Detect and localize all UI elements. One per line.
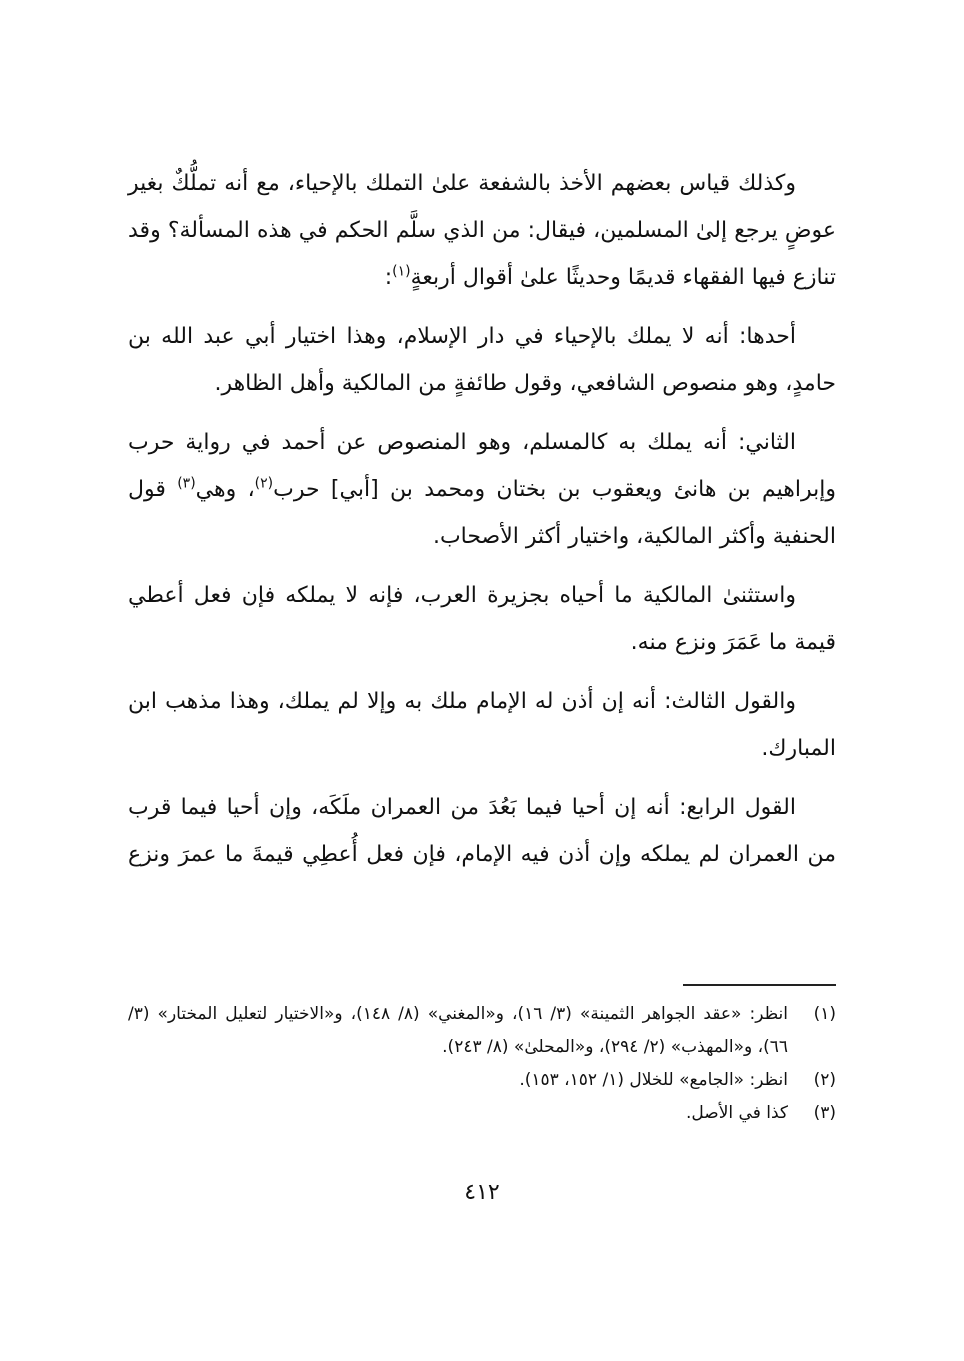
footnote-ref-2: (٢) [254,475,274,492]
footnote-separator [683,984,836,986]
paragraph-1-text: وكذلك قياس بعضهم الأخذ بالشفعة علىٰ التملك بالإحياء، مع أنه تملُّكٌ بغير عوضٍ يرجع إلىٰ المسلمين، فيقال: من الذي سلَّم الحكم في هذه المسألة؟ وقد تنازع فيها الفقهاء قديمًا وحديثًا علىٰ أقوال أربعةٍ [128,171,836,290]
footnote-3 [128,1097,836,1130]
paragraph-1-colon: : [384,265,393,290]
footnote-2 [128,1064,836,1097]
paragraph-1 [128,160,836,301]
footnote-number: (٢) [813,1070,836,1090]
paragraph-5 [128,678,836,772]
paragraph-4-text: واستثنىٰ المالكية ما أحياه بجزيرة العرب، فإنه لا يملكه فإن فعل أعطي قيمة ما عَمَرَ ونزع منه. [128,583,836,655]
main-text [128,160,836,890]
paragraph-5-text: والقول الثالث: أنه إن أذن له الإمام ملك به وإلا لم يملك، وهذا مذهب ابن المبارك. [128,689,836,761]
footnote-ref-3: (٣) [177,475,196,492]
paragraph-3-text-b: ، وهي [195,477,255,502]
paragraph-3-text-a: الثاني: أنه يملك به كالمسلم، وهو المنصوص عن أحمد في رواية حرب وإبراهيم بن هانئ ويعقوب بن بختان ومحمد بن [أبي] حرب [128,430,836,502]
footnote-text: كذا في الأصل. [686,1103,788,1123]
page-number: ٤١٢ [464,1180,500,1205]
footnote-ref-1: (١) [392,263,411,280]
footnotes [128,998,836,1130]
paragraph-2-text: أحدها: أنه لا يملك بالإحياء في دار الإسلام، وهذا اختيار أبي عبد الله بن حامدٍ، وهو منصوص الشافعي، وقول طائفةٍ من المالكية وأهل الظاهر. [128,324,836,396]
paragraph-3-text-c: قول الحنفية وأكثر المالكية، واختيار أكثر الأصحاب. [128,477,836,549]
footnote-number: (١) [813,1004,836,1024]
paragraph-3 [128,419,836,560]
paragraph-6-text: القول الرابع: أنه إن أحيا فيما بَعُدَ من العمران ملَكَه، وإن أحيا فيما قرب من العمران لم يملكه وإن أذن فيه الإمام، فإن فعل أُعطِي قيمةَ ما عمرَ ونزع [128,795,836,867]
paragraph-6 [128,784,836,878]
footnote-number: (٣) [813,1103,836,1123]
footnote-text: انظر: «الجامع» للخلال (١/ ١٥٢، ١٥٣). [519,1070,788,1090]
footnote-text: انظر: «عقد الجواهر الثمينة» (٣/ ١٦)، و«المغني» (٨/ ١٤٨)، و«الاختيار لتعليل المختار» (٣/ ٦٦)، و«المهذب» (٢/ ٢٩٤)، و«المحلىٰ» (٨/ ٢٤٣). [128,1004,788,1057]
paragraph-2 [128,313,836,407]
paragraph-4 [128,572,836,666]
footnote-1 [128,998,836,1064]
